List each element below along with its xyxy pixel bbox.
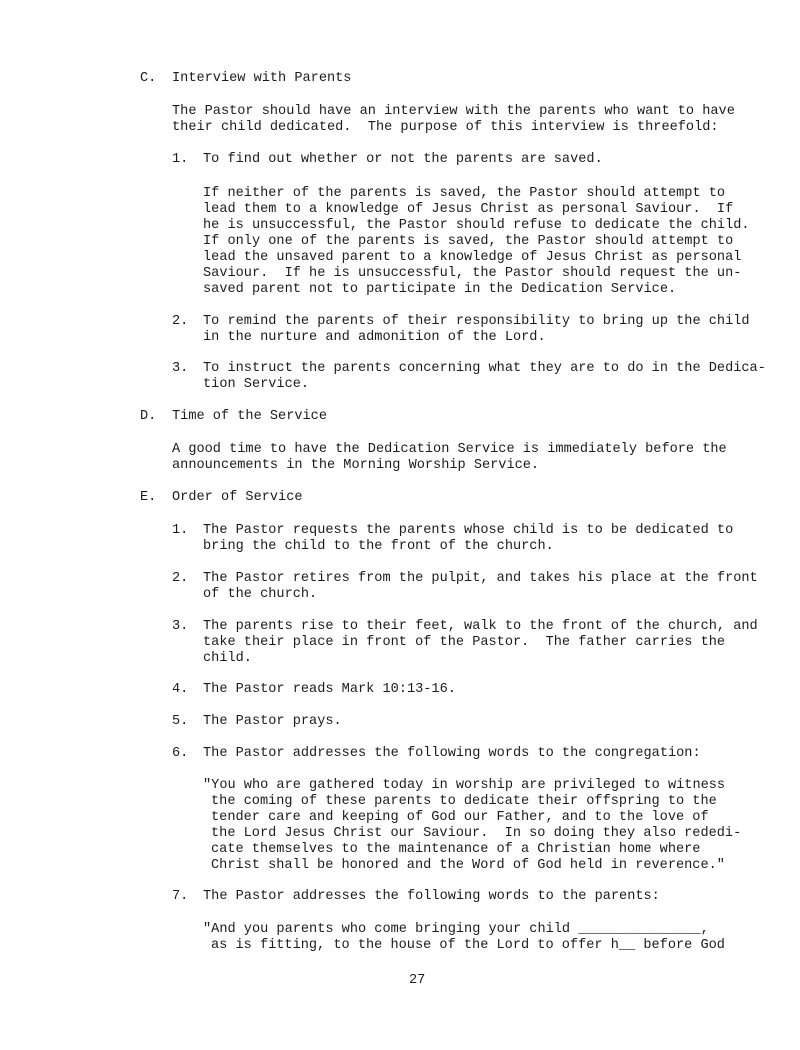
section-d-letter: D. — [140, 409, 157, 424]
quote-line: "You who are gathered today in worship are privileged to witness — [203, 778, 726, 793]
item-text: bring the child to the front of the church. — [203, 539, 554, 554]
item-text: The Pastor retires from the pulpit, and takes his place at the front — [203, 571, 758, 586]
section-d-body-line: announcements in the Morning Worship Service. — [172, 458, 540, 473]
section-e-heading: Order of Service — [172, 490, 303, 505]
item-detail-line: Saviour. If he is unsuccessful, the Pastor should request the un- — [203, 266, 742, 281]
section-c-intro-line: their child dedicated. The purpose of this interview is threefold: — [172, 120, 719, 135]
section-d-heading: Time of the Service — [172, 409, 327, 424]
section-c-heading: Interview with Parents — [172, 71, 352, 86]
quote-line: the coming of these parents to dedicate their offspring to the — [211, 794, 717, 809]
quote-line: cate themselves to the maintenance of a Christian home where — [211, 842, 701, 857]
item-text: The Pastor addresses the following words to the parents: — [203, 889, 660, 904]
quote-line: "And you parents who come bringing your child _______________, — [203, 922, 709, 937]
quote-line: Christ shall be honored and the Word of God held in reverence." — [211, 858, 725, 873]
item-number: 6. — [172, 746, 189, 761]
item-number: 1. — [172, 523, 189, 538]
item-number: 7. — [172, 889, 189, 904]
quote-line: tender care and keeping of God our Father, and to the love of — [211, 810, 709, 825]
item-number: 5. — [172, 714, 189, 729]
section-c-intro-line: The Pastor should have an interview with the parents who want to have — [172, 104, 735, 119]
item-text: To remind the parents of their responsibility to bring up the child — [203, 314, 750, 329]
item-number: 4. — [172, 682, 189, 697]
item-detail-line: lead the unsaved parent to a knowledge of Jesus Christ as personal — [203, 250, 742, 265]
item-text: of the church. — [203, 587, 318, 602]
section-d-body-line: A good time to have the Dedication Service is immediately before the — [172, 442, 727, 457]
item-detail-line: lead them to a knowledge of Jesus Christ as personal Saviour. If — [203, 202, 734, 217]
item-text: To find out whether or not the parents are saved. — [203, 152, 603, 167]
item-detail-line: saved parent not to participate in the Dedication Service. — [203, 282, 677, 297]
item-text: in the nurture and admonition of the Lord. — [203, 330, 546, 345]
item-detail-line: If neither of the parents is saved, the Pastor should attempt to — [203, 186, 726, 201]
item-text: tion Service. — [203, 377, 310, 392]
item-number: 2. — [172, 314, 189, 329]
item-text: take their place in front of the Pastor. The father carries the — [203, 635, 726, 650]
item-text: To instruct the parents concerning what they are to do in the Dedica- — [203, 361, 766, 376]
item-detail-line: If only one of the parents is saved, the Pastor should attempt to — [203, 234, 734, 249]
section-c-letter: C. — [140, 71, 157, 86]
quote-line: as is fitting, to the house of the Lord to offer h__ before God — [211, 938, 725, 953]
item-detail-line: he is unsuccessful, the Pastor should refuse to dedicate the child. — [203, 218, 750, 233]
item-text: The Pastor reads Mark 10:13-16. — [203, 682, 456, 697]
item-number: 2. — [172, 571, 189, 586]
section-e-letter: E. — [140, 490, 157, 505]
item-text: The Pastor prays. — [203, 714, 342, 729]
item-number: 3. — [172, 619, 189, 634]
page-number: 27 — [409, 973, 426, 988]
item-text: The Pastor addresses the following words to the congregation: — [203, 746, 701, 761]
item-text: The Pastor requests the parents whose child is to be dedicated to — [203, 523, 734, 538]
item-number: 3. — [172, 361, 189, 376]
item-text: child. — [203, 651, 252, 666]
quote-line: the Lord Jesus Christ our Saviour. In so doing they also rededi- — [211, 826, 742, 841]
item-text: The parents rise to their feet, walk to the front of the church, and — [203, 619, 758, 634]
item-number: 1. — [172, 152, 189, 167]
